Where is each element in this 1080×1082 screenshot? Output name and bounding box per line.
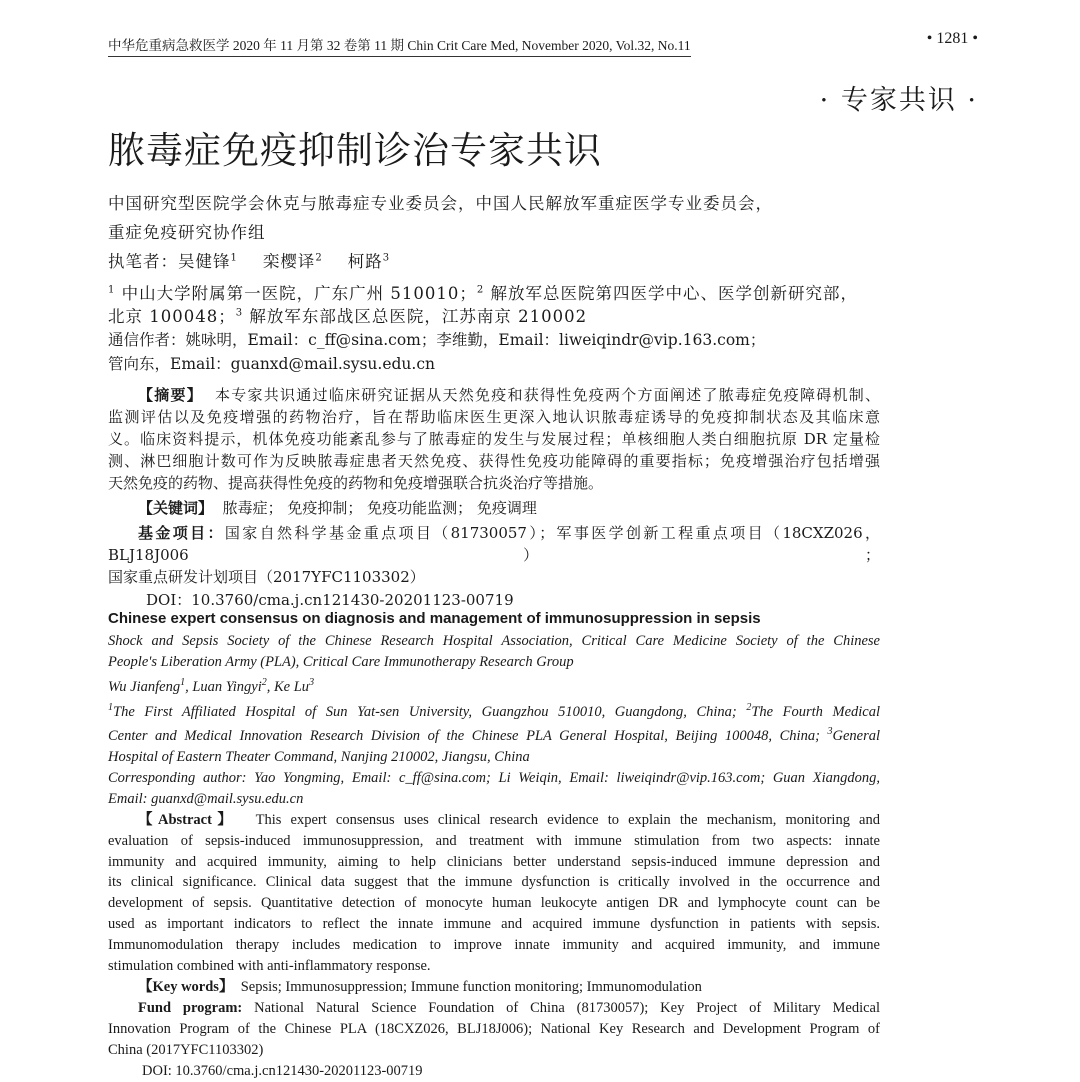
fund-en-line: China (2017YFC1103302) bbox=[108, 1041, 264, 1058]
org-en-line: Shock and Sepsis Society of the Chinese Research Hospital Association, Critical Care Medicine Society of the Chinese bbox=[108, 633, 880, 649]
affiliation-line-1 bbox=[108, 280, 858, 304]
abstract-en-line: development of sepsis. Quantitative detection of monocyte human leukocyte antigen DR and lymphocyte count can be bbox=[108, 895, 880, 912]
abstract-en-line: immunity and acquired immunity, aiming to help clinicians better understand sepsis-induced immune depression and bbox=[108, 853, 880, 870]
column-label: · 专家共识 · bbox=[819, 85, 978, 116]
journal-running-header: 中华危重病急救医学 2020 年 11 月第 32 卷第 11 期 Chin Crit Care Med, November 2020, Vol.32, No.11 bbox=[108, 34, 691, 57]
article-title-cn: 脓毒症免疫抑制诊治专家共识 bbox=[108, 129, 602, 172]
abstract-cn bbox=[108, 384, 880, 611]
writers-label: 执笔者： bbox=[108, 252, 178, 271]
writer-affil-sup: 3 bbox=[382, 252, 391, 264]
affiliation-text: 北京 100048； bbox=[108, 307, 236, 326]
corresponding-en-line: Corresponding author: Yao Yongming, Email: c_ff@sina.com; Li Weiqin, Email: liweiqindr@vip.163.com; Guan Xiangdong, bbox=[108, 769, 880, 786]
writer-affil-sup: 1 bbox=[230, 252, 238, 264]
doi-en: DOI: 10.3760/cma.j.cn121430-20201123-00719 bbox=[142, 1062, 423, 1079]
writer-name: 柯路 bbox=[347, 252, 383, 271]
page-number: • 1281 • bbox=[926, 30, 978, 47]
affiliation-text: 中山大学附属第一医院，广东广州 510010； bbox=[121, 284, 477, 303]
article-title-en: Chinese expert consensus on diagnosis and management of immunosuppression in sepsis bbox=[108, 610, 761, 627]
fund-label: 基金项目： bbox=[138, 524, 225, 542]
fund-en-line: Innovation Program of the Chinese PLA (18CXZ026, BLJ18J006); National Key Research and Development Program of bbox=[108, 1020, 880, 1037]
abstract-cn-line: 【摘要】 本专家共识通过临床研究证据从天然免疫和获得性免疫两个方面阐述了脓毒症免疫障碍机制、 bbox=[138, 386, 880, 404]
abstract-label: 【摘要】 bbox=[138, 386, 203, 404]
fund-text: 国家自然科学基金重点项目（81730057）；军事医学创新工程重点项目（18CXZ026，BLJ18J006）； bbox=[108, 524, 880, 564]
affil-sup: 1 bbox=[108, 284, 116, 296]
abstract-cn-line: 义。临床资料提示，机体免疫功能紊乱参与了脓毒症的发生与发展过程；单核细胞人类白细胞抗原 DR 定量检 bbox=[108, 430, 880, 448]
author-org-line-2: 重症免疫研究协作组 bbox=[108, 223, 266, 242]
abstract-cn-line: 测、淋巴细胞计数可作为反映脓毒症患者天然免疫、获得性免疫功能障碍的重要指标；免疫增强治疗包括增强 bbox=[108, 452, 880, 470]
keywords-en-label: 【Key words】 bbox=[138, 978, 234, 995]
keywords-en bbox=[108, 977, 880, 998]
affil-sup: 3 bbox=[235, 307, 244, 319]
abstract-en-line: 【Abstract】 This expert consensus uses clinical research evidence to explain the mechanism, monitoring and bbox=[138, 811, 880, 828]
writer-affil-sup: 2 bbox=[315, 252, 323, 264]
affiliation-en-line: Hospital of Eastern Theater Command, Nanjing 210002, Jiangsu, China bbox=[108, 749, 530, 766]
affiliation-en-line: Center and Medical Innovation Research Division of the Chinese PLA General Hospital, Beijing 100048, China; $^3$General bbox=[108, 726, 880, 745]
fund-cn-line: 国家重点研发计划项目（2017YFC1103302） bbox=[108, 568, 425, 586]
keywords-en-text: Sepsis; Immunosuppression; Immune function monitoring; Immunomodulation bbox=[240, 978, 702, 995]
keywords-text: 脓毒症； 免疫抑制； 免疫功能监测； 免疫调理 bbox=[222, 499, 537, 517]
keywords-cn bbox=[108, 497, 880, 519]
affil-sup: 2 bbox=[476, 284, 485, 296]
english-front-matter bbox=[108, 631, 880, 1082]
doi-cn: DOI：10.3760/cma.j.cn121430-20201123-00719 bbox=[146, 591, 514, 609]
fund-en-label: Fund program: bbox=[138, 999, 243, 1016]
abstract-en-line: its clinical significance. Clinical data suggest that the immune dysfunction is critically involved in the occurrence and bbox=[108, 874, 880, 891]
abstract-en-line: Immunomodulation therapy includes medication to improve innate immunity and acquired immunity, and immune bbox=[108, 937, 880, 954]
affiliation-en-line: $^1$The First Affiliated Hospital of Sun Yat-sen University, Guangzhou 510010, Guangdong, China; $^2$The Fourth Medical bbox=[108, 701, 881, 720]
corresponding-en-line: Email: guanxd@mail.sysu.edu.cn bbox=[108, 790, 304, 807]
abstract-en-line: evaluation of sepsis-induced immunosuppression, and treatment with immune stimulation from two aspects: innate bbox=[108, 832, 880, 849]
abstract-cn-line: 天然免疫的药物、提高获得性免疫的药物和免疫增强联合抗炎治疗等措施。 bbox=[108, 474, 604, 492]
keywords-label: 【关键词】 bbox=[138, 499, 214, 517]
fund-en-line: Fund program: National Natural Science Foundation of China (81730057); Key Project of Military Medical bbox=[138, 999, 880, 1016]
writers-line bbox=[108, 248, 390, 272]
authors-en: Wu Jianfeng$^1$, Luan Yingyi$^2$, Ke Lu$^3$ bbox=[108, 676, 315, 695]
abstract-en-label: 【Abstract】 bbox=[138, 811, 238, 828]
corresponding-line-1: 通信作者：姚咏明，Email：c_ff@sina.com；李维勤，Email：liweiqindr@vip.163.com； bbox=[108, 331, 766, 349]
writer-name: 吴健锋 bbox=[178, 252, 231, 271]
abstract-en-line: used as important indicators to reflect the innate immune and acquired immune dysfunction in patients with sepsis. bbox=[108, 916, 880, 933]
abstract-cn-line: 监测评估以及免疫增强的药物治疗，旨在帮助临床医生更深入地认识脓毒症诱导的免疫抑制状态及其临床意 bbox=[108, 408, 880, 426]
affiliation-line-2 bbox=[108, 303, 587, 327]
author-org-line-1: 中国研究型医院学会休克与脓毒症专业委员会，中国人民解放军重症医学专业委员会， bbox=[108, 194, 773, 213]
affiliation-text: 解放军东部战区总医院，江苏南京 210002 bbox=[249, 307, 588, 326]
abstract-en-line: stimulation combined with anti-inflammatory response. bbox=[108, 958, 431, 975]
affiliation-text: 解放军总医院第四医学中心、医学创新研究部， bbox=[490, 284, 858, 303]
corresponding-line-2: 管向东，Email：guanxd@mail.sysu.edu.cn bbox=[108, 355, 435, 373]
writer-name: 栾樱译 bbox=[262, 252, 316, 271]
org-en-line: People's Liberation Army (PLA), Critical Care Immunotherapy Research Group bbox=[108, 653, 574, 670]
fund-cn-line bbox=[108, 522, 880, 566]
